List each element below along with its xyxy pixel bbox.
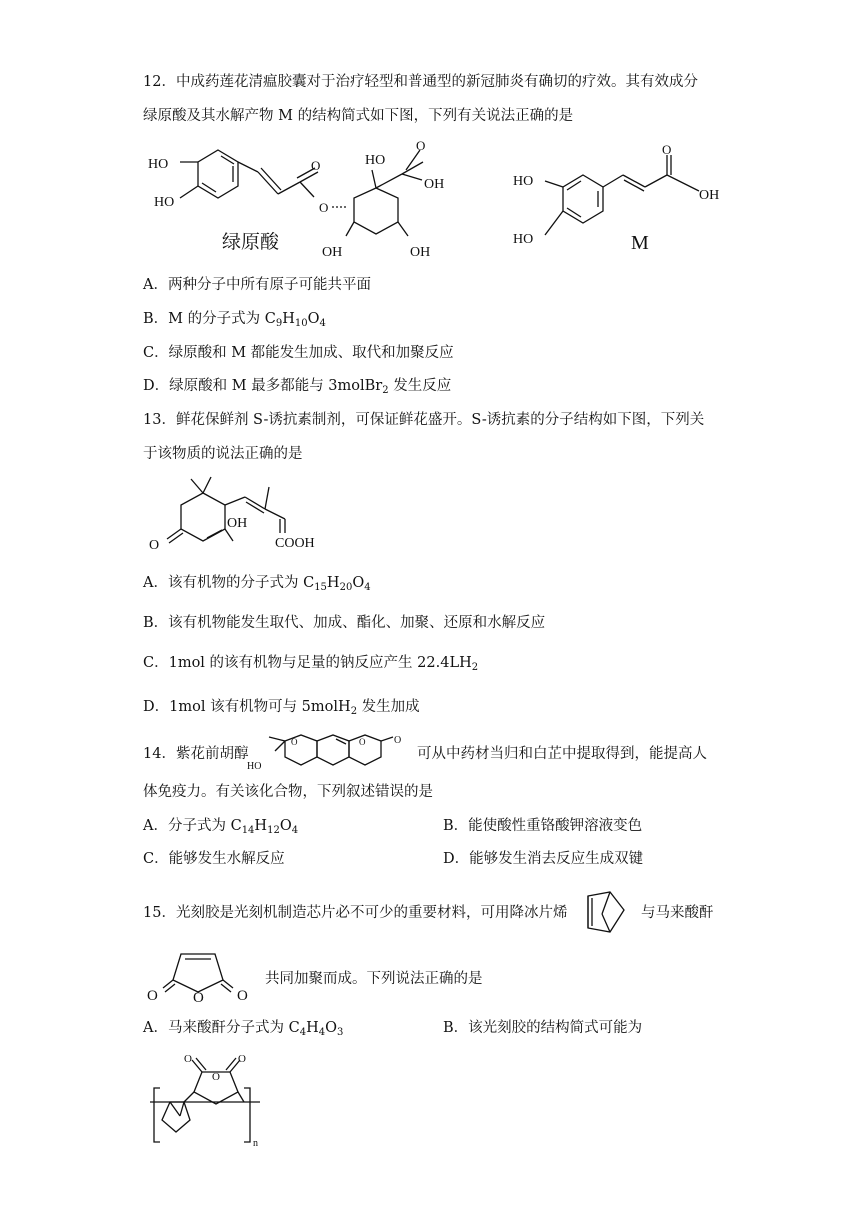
maleic-anhydride-structure — [145, 942, 265, 1004]
aba-ketone-o: O — [149, 538, 160, 553]
q14-stem-post: 可从中药材当归和白芷中提取得到，能提高人 — [417, 746, 707, 762]
col-ho: HO — [247, 761, 262, 772]
ma-o-left: O — [147, 988, 158, 1004]
q15-stem-line2: 共同加聚而成。下列说法正确的是 — [265, 971, 483, 987]
q15-option-a[interactable]: A．马来酸酐分子式为 $C_4H_4O_3$ — [143, 1020, 344, 1038]
ma-o-right: O — [237, 988, 248, 1004]
cga-acid-o: O — [416, 138, 426, 153]
col-lactone-o: O — [359, 737, 366, 747]
q14-option-c[interactable]: C．能够发生水解反应 — [143, 851, 285, 867]
q13-option-d[interactable]: D．1mol 该有机物可与 5molH$_2$ 发生加成 — [143, 699, 420, 717]
pr-n-subscript: n — [253, 1138, 258, 1149]
cga-carbonyl-o: O — [311, 158, 321, 173]
abscisic-acid-structure — [145, 475, 335, 560]
q12-option-c[interactable]: C．绿原酸和 M 都能发生加成、取代和加聚反应 — [143, 345, 454, 361]
q12-option-a[interactable]: A．两种分子中所有原子可能共平面 — [143, 277, 371, 293]
aba-oh: OH — [227, 516, 248, 531]
q12-option-d[interactable]: D．绿原酸和 M 最多都能与 3molBr$_2$ 发生反应 — [143, 378, 452, 396]
cga-ring-oh: HO — [365, 153, 386, 168]
q15-stem-pre: 15．光刻胶是光刻机制造芯片必不可少的重要材料，可用降冰片烯 — [143, 905, 568, 921]
cga-ho-2: HO — [154, 195, 175, 210]
cga-ho-1: HO — [148, 157, 169, 172]
m-ho-2: HO — [513, 232, 534, 247]
m-ho-1: HO — [513, 174, 534, 189]
q12-stem-line1: 12．中成药莲花清瘟胶囊对于治疗轻型和普通型的新冠肺炎有确切的疗效。其有效成分 — [143, 74, 698, 90]
pr-o-right: O — [238, 1053, 246, 1065]
q12-option-b[interactable]: B．M 的分子式为 $C_9H_{10}O_4$ — [143, 311, 326, 329]
q14-option-a[interactable]: A．分子式为 $C_{14}H_{12}O_4$ — [143, 818, 299, 836]
cga-ester-o: O — [319, 200, 329, 215]
chlorogenic-acid-structure — [140, 140, 485, 265]
ma-o-ring: O — [193, 990, 204, 1006]
cga-acid-oh: OH — [424, 177, 445, 192]
q12-stem-line2: 绿原酸及其水解产物 M 的结构简式如下图，下列有关说法正确的是 — [143, 108, 574, 124]
photoresist-polymer-structure — [140, 1050, 275, 1150]
q13-stem-line2: 于该物质的说法正确的是 — [143, 446, 303, 462]
m-structure — [505, 142, 735, 260]
q15-option-b[interactable]: B．该光刻胶的结构简式可能为 — [443, 1020, 643, 1036]
q14-option-d[interactable]: D．能够发生消去反应生成双键 — [443, 851, 644, 867]
col-carbonyl-o: O — [394, 735, 402, 746]
norbornene-structure — [580, 888, 632, 936]
m-carbonyl-o: O — [662, 142, 672, 157]
q14-option-b[interactable]: B．能使酸性重铬酸钾溶液变色 — [443, 818, 643, 834]
label-lvyuansuan: 绿原酸 — [222, 232, 280, 253]
columbianetin-structure — [245, 733, 415, 773]
col-ring-o: O — [291, 737, 298, 747]
q15-stem-post: 与马来酸酐 — [641, 905, 714, 921]
q13-option-a[interactable]: A．该有机物的分子式为 $C_{15}H_{20}O_4$ — [143, 575, 371, 593]
cga-oh-3: OH — [322, 245, 343, 260]
label-m: M — [631, 232, 649, 254]
q14-stem-pre: 14．紫花前胡醇 — [143, 746, 249, 762]
q13-option-c[interactable]: C．1mol 的该有机物与足量的钠反应产生 $22.4LH_2$ — [143, 655, 479, 673]
q13-option-b[interactable]: B．该有机物能发生取代、加成、酯化、加聚、还原和水解反应 — [143, 615, 546, 631]
q14-stem-line2: 体免疫力。有关该化合物，下列叙述错误的是 — [143, 784, 433, 800]
m-oh: OH — [699, 188, 720, 203]
pr-o-left: O — [184, 1053, 192, 1065]
pr-o-ring: O — [212, 1071, 220, 1083]
cga-oh-4: OH — [410, 245, 431, 260]
q13-stem-line1: 13．鲜花保鲜剂 S-诱抗素制剂，可保证鲜花盛开。S-诱抗素的分子结构如下图，下列关 — [143, 412, 705, 428]
aba-cooh: COOH — [275, 536, 315, 551]
